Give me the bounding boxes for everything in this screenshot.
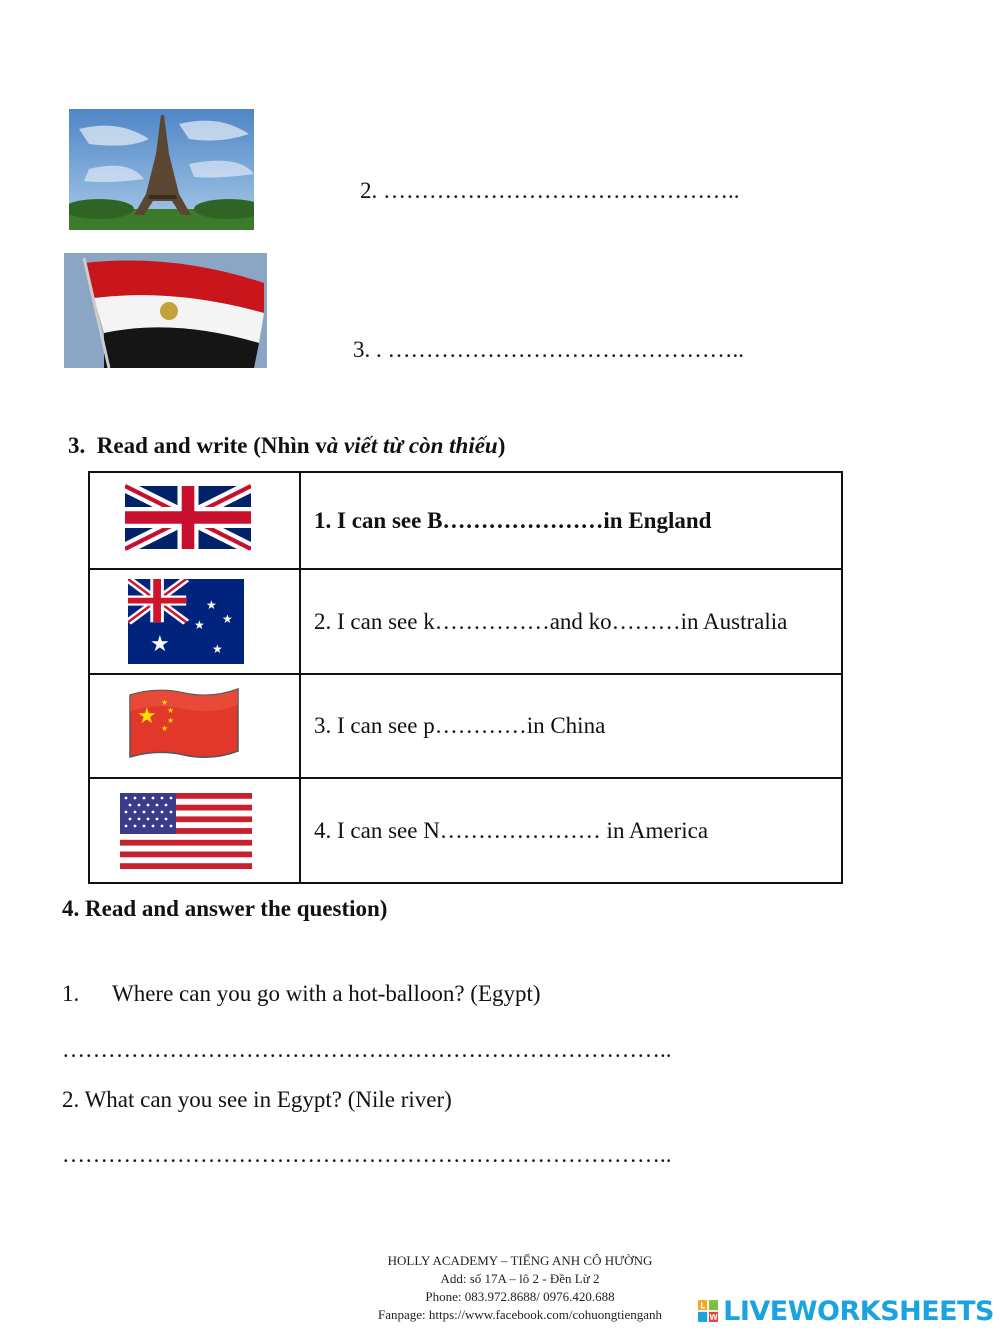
footer-line-4: Fanpage: https://www.facebook.com/cohuongtienganh: [377, 1307, 662, 1322]
liveworksheets-logo-icon: [698, 1298, 718, 1324]
flag-cell: [89, 778, 300, 883]
svg-text:★: ★: [222, 612, 233, 626]
section-3-number: 3.: [68, 433, 86, 458]
flag-cell: [89, 569, 300, 674]
svg-text:★: ★: [167, 706, 175, 715]
logo-letter-w: W: [709, 1313, 718, 1323]
sentence-2: 2. I can see k……………and ko………in Australia: [300, 569, 842, 674]
read-write-table: [88, 471, 843, 884]
australia-flag-icon: [128, 579, 244, 664]
answer-line-q2: ……………………………………………………………………..: [62, 1142, 672, 1167]
footer-line-3: Phone: 083.972.8688/ 0976.420.688: [425, 1289, 615, 1304]
section-3-title-end: ): [497, 433, 506, 458]
footer-line-2: Add: số 17A – lô 2 - Đền Lừ 2: [440, 1271, 600, 1286]
section-3-heading: [68, 433, 505, 459]
egypt-flag-picture: [64, 253, 267, 368]
svg-text:★: ★: [150, 632, 170, 657]
svg-text:★: ★: [137, 704, 157, 729]
question-1-number: 1.: [62, 981, 80, 1006]
svg-text:★: ★: [161, 724, 169, 733]
svg-text:★: ★: [194, 618, 205, 632]
china-flag-icon: [127, 685, 241, 765]
flag-cell: [89, 674, 300, 778]
table-row: [89, 569, 842, 674]
flag-cell: [89, 472, 300, 569]
usa-flag-icon: [120, 793, 252, 869]
eiffel-tower-picture: [69, 109, 254, 230]
sentence-3: 3. I can see p…………in China: [300, 674, 842, 778]
section-4-heading: 4. Read and answer the question): [62, 896, 388, 921]
svg-text:★: ★: [161, 698, 169, 707]
sentence-4: 4. I can see N………………… in America: [300, 778, 842, 883]
section-3-title: Read and write (Nhìn v: [96, 433, 327, 458]
svg-text:★: ★: [206, 598, 217, 612]
answer-line-2: 2. ………………………………………..: [360, 178, 740, 203]
question-1: [62, 981, 541, 1007]
sentence-1: 1. I can see B…………………in England: [300, 472, 842, 569]
logo-letter-l: L: [700, 1301, 706, 1311]
liveworksheets-brand[interactable]: [698, 1296, 994, 1326]
answer-line-3: 3. . ………………………………………..: [353, 337, 744, 362]
liveworksheets-name: LIVEWORKSHEETS: [723, 1295, 994, 1327]
answer-line-q1: ……………………………………………………………………..: [62, 1037, 672, 1062]
table-row: [89, 674, 842, 778]
footer-line-1: HOLLY ACADEMY – TIẾNG ANH CÔ HƯỜNG: [387, 1253, 653, 1268]
svg-text:★: ★: [167, 716, 175, 725]
question-1-text: Where can you go with a hot-balloon? (Egypt): [112, 981, 541, 1006]
svg-text:★: ★: [212, 642, 223, 656]
table-row: [89, 778, 842, 883]
footer: [300, 1252, 740, 1324]
table-row: [89, 472, 842, 569]
question-2: 2. What can you see in Egypt? (Nile river): [62, 1087, 452, 1112]
section-3-title-italic: à viết từ còn thiếu: [326, 433, 498, 458]
uk-flag-icon: [125, 480, 251, 555]
